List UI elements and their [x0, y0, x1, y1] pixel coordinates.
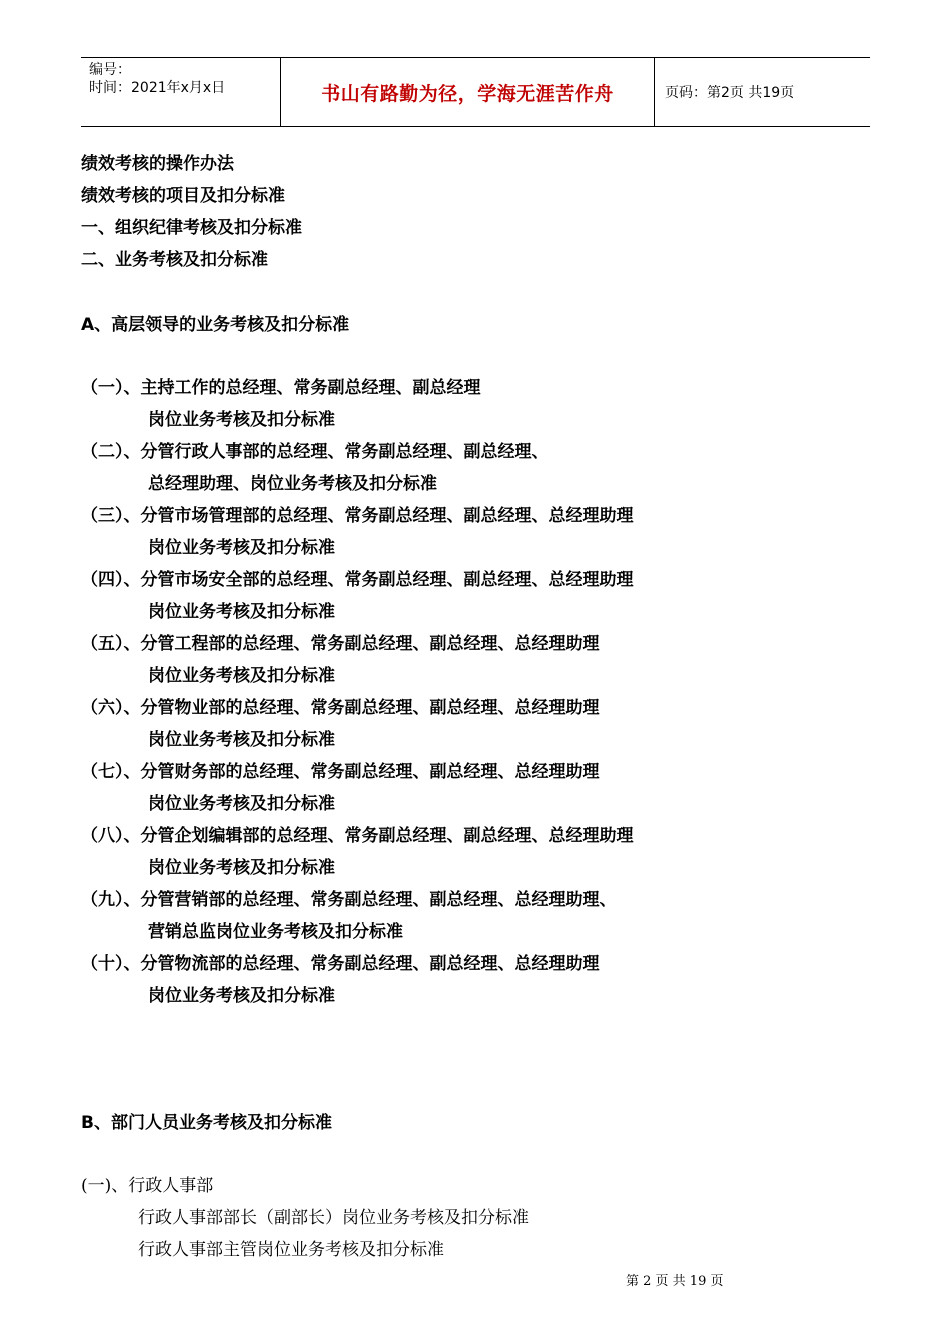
list-item: （三）、分管市场管理部的总经理、常务副总经理、副总经理、总经理助理: [81, 506, 634, 526]
list-item-continuation: 岗位业务考核及扣分标准: [148, 730, 335, 750]
list-item: (一)、行政人事部: [81, 1176, 214, 1196]
list-item-continuation: 岗位业务考核及扣分标准: [148, 858, 335, 878]
section-heading: 二、业务考核及扣分标准: [81, 250, 268, 270]
list-item-continuation: 岗位业务考核及扣分标准: [148, 538, 335, 558]
list-item: （七）、分管财务部的总经理、常务副总经理、副总经理、总经理助理: [81, 762, 600, 782]
list-item: （八）、分管企划编辑部的总经理、常务副总经理、副总经理、总经理助理: [81, 826, 634, 846]
list-item: （二）、分管行政人事部的总经理、常务副总经理、副总经理、: [81, 442, 549, 462]
list-item: （十）、分管物流部的总经理、常务副总经理、副总经理、总经理助理: [81, 954, 600, 974]
header-info-cell: [81, 58, 281, 126]
motto-cell: [281, 58, 655, 126]
page-footer: 第 2 页 共 19 页: [626, 1274, 724, 1289]
list-item: （四）、分管市场安全部的总经理、常务副总经理、副总经理、总经理助理: [81, 570, 634, 590]
time-label: 时间：2021年x月x日: [89, 80, 226, 96]
section-heading: 一、组织纪律考核及扣分标准: [81, 218, 302, 238]
page-header-table: [81, 57, 870, 127]
subsection-heading: B、部门人员业务考核及扣分标准: [81, 1113, 332, 1133]
list-item: 行政人事部部长（副部长）岗位业务考核及扣分标准: [138, 1208, 529, 1228]
list-item: （九）、分管营销部的总经理、常务副总经理、副总经理、总经理助理、: [81, 890, 617, 910]
subsection-heading: A、高层领导的业务考核及扣分标准: [81, 315, 350, 335]
list-item-continuation: 营销总监岗位业务考核及扣分标准: [148, 922, 403, 942]
list-item-continuation: 总经理助理、岗位业务考核及扣分标准: [148, 474, 437, 494]
list-item: （六）、分管物业部的总经理、常务副总经理、副总经理、总经理助理: [81, 698, 600, 718]
doc-heading: 绩效考核的操作办法: [81, 154, 234, 174]
list-item-continuation: 岗位业务考核及扣分标准: [148, 794, 335, 814]
page-info: 页码：第2页 共19页: [665, 85, 795, 101]
list-item: （一）、主持工作的总经理、常务副总经理、副总经理: [81, 378, 481, 398]
list-item-continuation: 岗位业务考核及扣分标准: [148, 410, 335, 430]
list-item: （五）、分管工程部的总经理、常务副总经理、副总经理、总经理助理: [81, 634, 600, 654]
motto-text: 书山有路勤为径，学海无涯苦作舟: [321, 82, 614, 105]
list-item-continuation: 岗位业务考核及扣分标准: [148, 986, 335, 1006]
doc-heading: 绩效考核的项目及扣分标准: [81, 186, 285, 206]
page-info-cell: [655, 58, 870, 126]
list-item-continuation: 岗位业务考核及扣分标准: [148, 602, 335, 622]
number-label: 编号：: [89, 62, 131, 78]
list-item-continuation: 岗位业务考核及扣分标准: [148, 666, 335, 686]
list-item: 行政人事部主管岗位业务考核及扣分标准: [138, 1240, 444, 1260]
